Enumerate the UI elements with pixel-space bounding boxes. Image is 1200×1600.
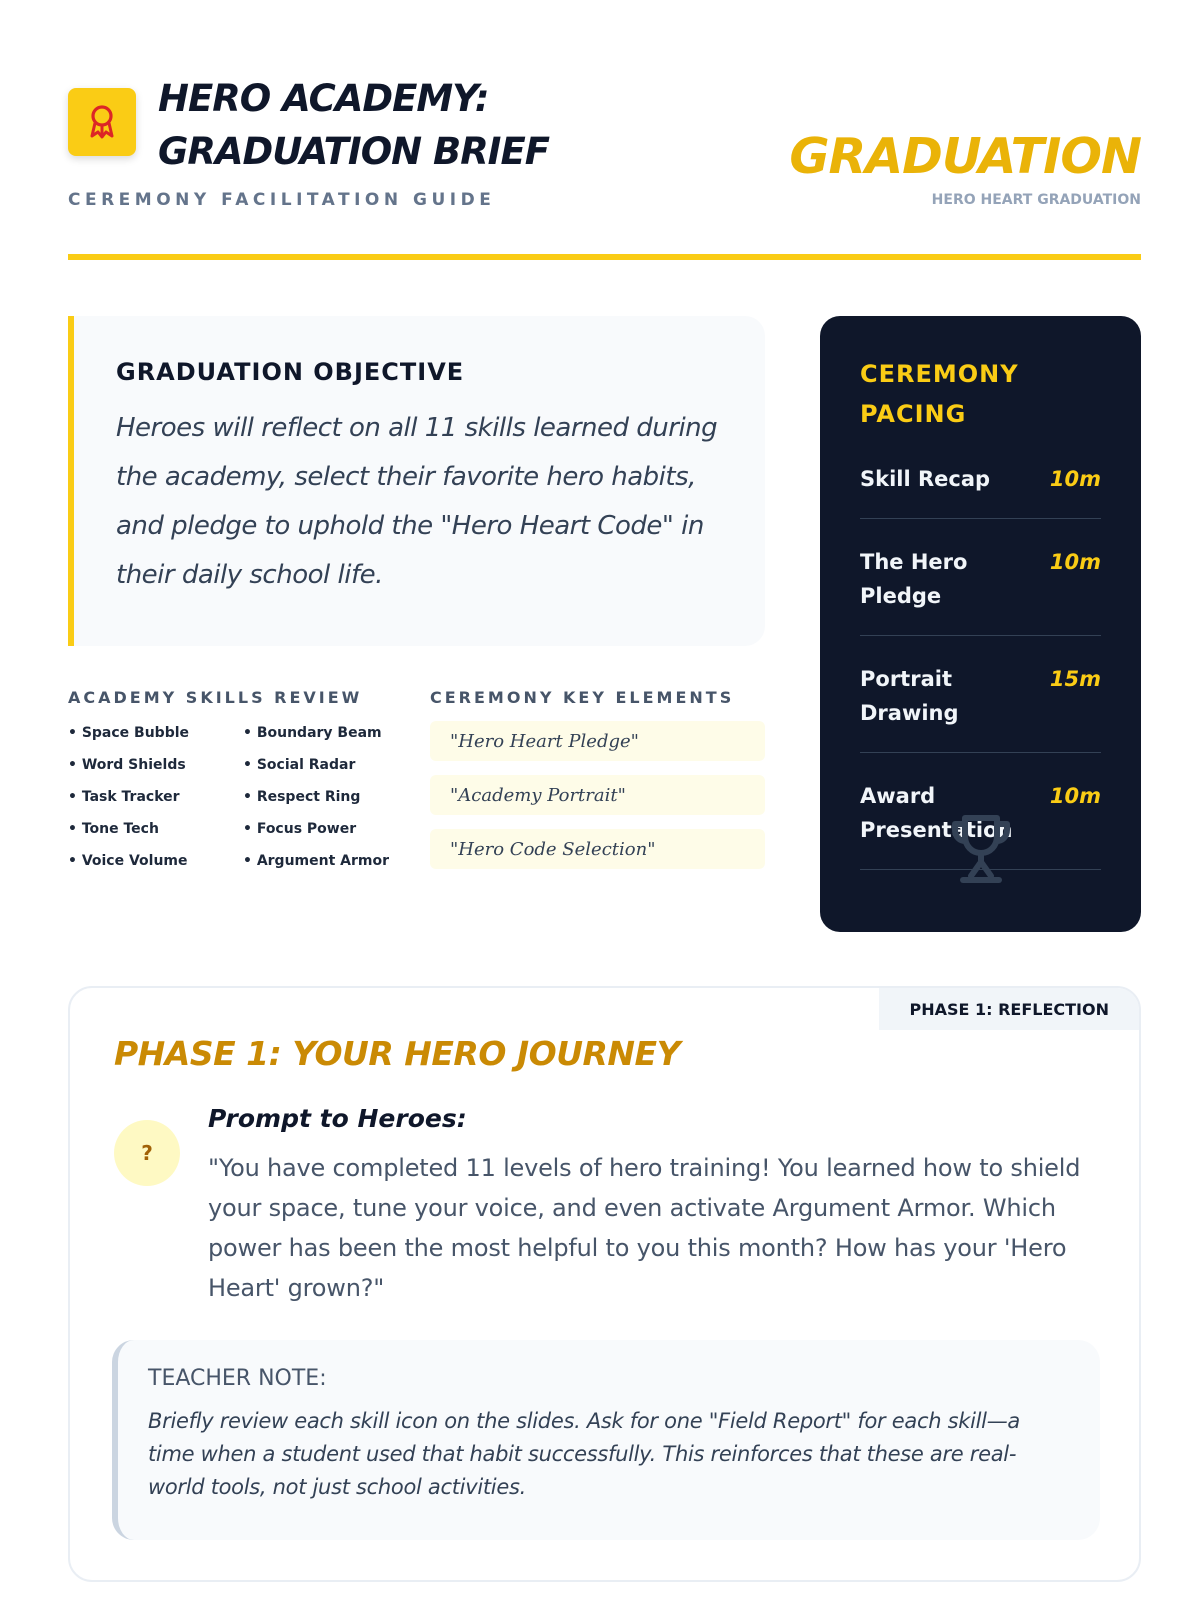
skill-item: • Task Tracker bbox=[68, 789, 180, 805]
skill-item: • Voice Volume bbox=[68, 853, 188, 869]
ceremony-pacing-card bbox=[820, 316, 1141, 932]
pacing-label: Portrait Drawing bbox=[860, 667, 959, 725]
document-header bbox=[68, 72, 1141, 264]
key-elements-heading: CEREMONY KEY ELEMENTS bbox=[430, 688, 735, 707]
key-element-item: "Academy Portrait" bbox=[430, 775, 765, 815]
question-icon: ? bbox=[114, 1120, 180, 1186]
pacing-time: 10m bbox=[1049, 784, 1101, 808]
graduation-wordmark: GRADUATION bbox=[789, 128, 1141, 185]
skills-review-section bbox=[68, 688, 408, 871]
objective-heading: GRADUATION OBJECTIVE bbox=[116, 358, 465, 386]
skill-item: • Space Bubble bbox=[68, 725, 190, 741]
skill-item: • Focus Power bbox=[243, 821, 357, 837]
pacing-row bbox=[860, 450, 1101, 519]
skill-item: • Boundary Beam bbox=[243, 725, 382, 741]
award-ribbon-icon bbox=[68, 88, 136, 156]
objective-text: Heroes will reflect on all 11 skills learned during the academy, select their favorite hero habits, and pledge to uphold the "Hero Heart Code" in their daily school life. bbox=[116, 413, 718, 590]
skill-item: • Argument Armor bbox=[243, 853, 390, 869]
key-element-item: "Hero Code Selection" bbox=[430, 829, 765, 869]
pacing-heading-line-2: PACING bbox=[860, 400, 967, 428]
pacing-time: 10m bbox=[1049, 467, 1101, 491]
key-element-item: "Hero Heart Pledge" bbox=[430, 721, 765, 761]
phase-title: PHASE 1: YOUR HERO JOURNEY bbox=[114, 1034, 680, 1073]
pacing-row bbox=[860, 533, 1101, 636]
pacing-time: 15m bbox=[1049, 667, 1101, 691]
header-divider bbox=[68, 254, 1141, 260]
pacing-heading-line-1: CEREMONY bbox=[860, 360, 1019, 388]
phase-tag: PHASE 1: REFLECTION bbox=[879, 988, 1139, 1030]
title-line-2: GRADUATION BRIEF bbox=[158, 130, 549, 173]
skills-review-heading: ACADEMY SKILLS REVIEW bbox=[68, 688, 363, 707]
skill-item: • Social Radar bbox=[243, 757, 356, 773]
teacher-note-text: Briefly review each skill icon on the slides. Ask for one "Field Report" for each skill—a time when a student used that habit successfully. This reinforces that these are real-world tools, not just school activities. bbox=[148, 1409, 1020, 1499]
pacing-label: Skill Recap bbox=[860, 467, 991, 491]
title-line-1: HERO ACADEMY: bbox=[158, 77, 489, 120]
key-elements-section bbox=[430, 688, 765, 869]
pacing-time: 10m bbox=[1049, 550, 1101, 574]
graduation-objective-card bbox=[68, 316, 765, 646]
skills-list bbox=[68, 723, 408, 871]
teacher-note-heading: TEACHER NOTE: bbox=[148, 1366, 327, 1391]
skill-item: • Tone Tech bbox=[68, 821, 159, 837]
prompt-label: Prompt to Heroes: bbox=[208, 1104, 467, 1133]
page-subtitle: CEREMONY FACILITATION GUIDE bbox=[68, 190, 496, 210]
prompt-text: "You have completed 11 levels of hero training! You learned how to shield your space, tune your voice, and even activate Argument Armor. Which power has been the most helpful to you this month? How has your 'Hero Heart' grown?" bbox=[208, 1154, 1081, 1302]
teacher-note bbox=[112, 1340, 1100, 1540]
phase-1-card bbox=[68, 986, 1141, 1582]
graduation-subtitle: HERO HEART GRADUATION bbox=[931, 192, 1141, 208]
pacing-heading bbox=[860, 354, 1101, 434]
skill-item: • Respect Ring bbox=[243, 789, 361, 805]
pacing-list bbox=[860, 450, 1101, 870]
key-elements-list bbox=[430, 721, 765, 869]
page-title bbox=[158, 72, 549, 178]
skill-item: • Word Shields bbox=[68, 757, 186, 773]
pacing-label: The Hero Pledge bbox=[860, 550, 968, 608]
pacing-label: Award Presentation bbox=[860, 784, 1013, 842]
pacing-row bbox=[860, 650, 1101, 753]
trophy-icon bbox=[943, 810, 1019, 890]
